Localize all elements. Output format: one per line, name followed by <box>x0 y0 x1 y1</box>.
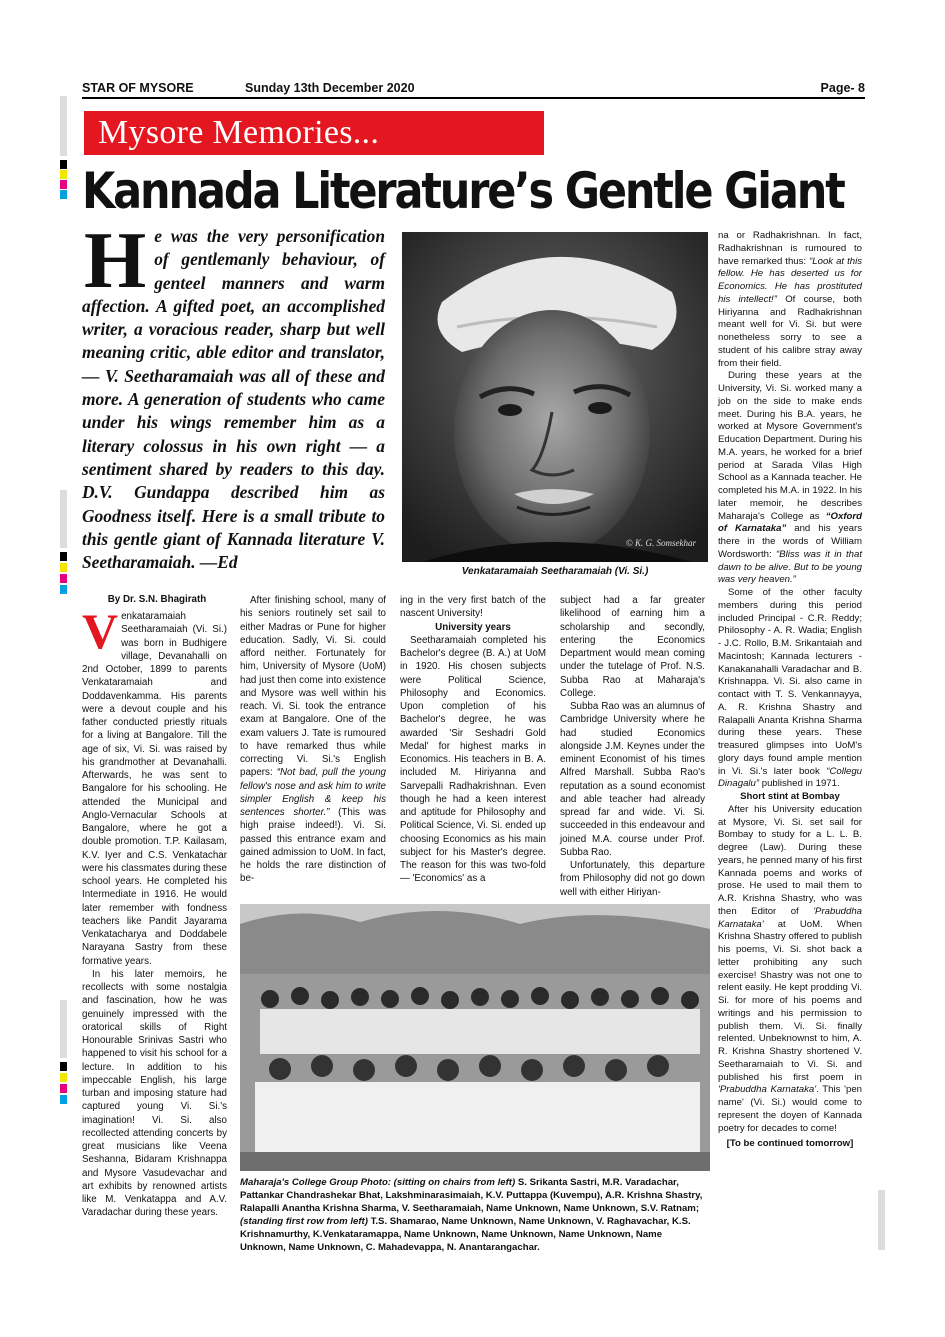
article-column-2 <box>240 594 386 886</box>
portrait-caption: Venkataramaiah Seetharamaiah (Vi. Si.) <box>461 566 649 577</box>
registration-mark <box>60 585 67 594</box>
col5-text-4a: After his University education at Mysore, Vi. Si. set sail for Bombay to study for a L. L. B. degree (Law). During these years, he penned many of his first Kannada poems and works of prose. He used to mail them to A.R. Krishna Shastry, who was then Editor of <box>718 803 862 917</box>
registration-mark <box>60 160 67 169</box>
group-photo-caption <box>240 1176 710 1254</box>
col5-text-2a: During these years at the University, Vi. Si. worked many a job on the side to make ends meet. During his B.A. years, he worked at Mysore Government's Education Department. During his M.A. years, he worked for a brief period at Sarada Vilas High School as a Kannada teacher. He completed his M.A. in 1922. In his later memoir, he describes Maharaja's College as <box>718 370 862 522</box>
caption-mid: (standing first row from left) <box>240 1216 371 1227</box>
col4-para-1: subject had a far greater likelihood of earning him a scholarship and secondly, entering the Economics Department would mean coming under the tutelage of Prof. N.S. Subba Rao at Maharaja's College. <box>560 595 705 699</box>
col5-para-4 <box>718 804 862 1136</box>
margin-bar-mid <box>60 490 67 548</box>
col5-quote-1: “Look at this fellow. He has deserted us for Economics. He has prostituted his intellect!” <box>718 255 862 305</box>
col2-para-1 <box>240 594 386 886</box>
col2-quote: “Not bad, pull the young fellow's nose and ask him to write simpler English & keep his sentences shorter.” <box>240 767 386 818</box>
col5-magazine-2: 'Prabuddha Karnataka' <box>718 1084 817 1096</box>
article-column-5 <box>718 230 862 1151</box>
col5-text-1a: na or Radhakrishnan. In fact, Radhakrishnan is rumoured to have remarked thus: <box>718 230 862 267</box>
registration-mark <box>60 180 67 189</box>
publication-name: STAR OF MYSORE <box>82 81 194 95</box>
col3-para-1: ing in the very first batch of the nascent University! <box>400 595 546 620</box>
subhead-bombay: Short stint at Bombay <box>740 791 840 802</box>
col1-para-1-text: enkataramaiah Seetharamaiah (Vi. Si.) was born in Budhigere village, Devanahalli on 2nd October, 1899 to parents Venkataramaiah and Doddavenkamma. His parents were a devout couple and his father conducted priestly rituals for a living at Bangalore. Till the age of six, Vi. Si. was raised by his grandmother at Devanahalli. Afterwards, he was sent to Bangalore for his schooling. He attended the Municipal and Anglo-Vernacular Schools at Bangalore, where he got a double promotion. T.P. Kailasam, K.V. Iyer and C.S. Venkatachar were his classmates during these school years. He completed his Intermediate in 1916. He would later remember with fondness teachers like Pandit Jayarama Venkatacharya and Doddabele Narayana Sastry from these formative years. <box>82 611 227 967</box>
col5-para-1 <box>718 230 862 370</box>
col2-text-b: (This was high praise indeed!). Vi. Si. passed this entrance exam and gained admission to UoM. In fact, he holds the rare distinction of be- <box>240 807 386 885</box>
article-column-3 <box>400 594 546 886</box>
col5-para-2 <box>718 370 862 587</box>
registration-mark <box>60 190 67 199</box>
col5-quote-oxford: “Oxford of Karnataka” <box>718 510 862 535</box>
margin-bar-right <box>878 1190 885 1250</box>
col5-para-3 <box>718 587 862 791</box>
col4-para-3: Unfortunately, this departure from Philosophy did not go down well with either Hiriyan- <box>560 860 705 898</box>
col5-text-4c: . This 'pen name' (Vi. Si.) would come to represent the doyen of Kannada poetry for decades to come! <box>718 1084 862 1134</box>
portrait-image <box>402 232 708 562</box>
col5-text-4b: at UoM. When Krishna Shastry offered to publish his poems, Vi. Si. shot back a letter prohibiting any such exercise! Shastry was not one to relent easily. He kept prodding Vi. Si. for more of his poems and writings and his permission to publish them. Vi. Si. finally relented. Unbeknownst to him, A. R. Krishna Shastry shortened V. Seetharamaiah to Vi. Si. and published his first poem in <box>718 918 862 1083</box>
margin-bar-low <box>60 1000 67 1058</box>
group-photo-image <box>240 904 710 1171</box>
section-banner: Mysore Memories... <box>84 111 544 155</box>
registration-mark <box>60 563 67 572</box>
col1-dropcap: V <box>82 603 119 659</box>
registration-mark <box>60 170 67 179</box>
intro-dropcap: H <box>84 217 147 305</box>
col5-text-2b: and his years there in the words of William Wordsworth: <box>718 523 862 560</box>
margin-bar-top <box>60 96 67 156</box>
col3-para-2: Seetharamaiah completed his Bachelor's degree (B. A.) at UoM in 1920. His chosen subjects were Political Science, Philosophy and Economics. Upon completion of his Bachelor's degree, he was awarded 'Sir Seshadri Gold Medal' for highest marks in Economics. His teachers in B. A. included M. Hiriyanna and Sarvepalli Radhakrishnan. Even though he had a keen interest and aptitude for Philosophy and Political Science, Vi. Si. ended up choosing Economics as his main subject for his Master's degree. The reason for this was two-fold — 'Economics' as a <box>400 634 546 885</box>
col1-para-2: In his later memoirs, he recollects with some nostalgia and fascination, how he was genuinely impressed with the oratorical skills of Right Honourable Srinivas Sastri who happened to visit his school for a lecture. In addition to his impeccable English, his large turban and imposing stature had captured young Vi. Si.'s imagination! Vi. Si. also recollected attending concerts by great musicians like Veena Seshanna, Bidaram Krishnappa and Mysore Vasudevachar and art exhibits by renowned artists like M. Venkatappa and A.V. Varadachar during these years. <box>82 968 227 1219</box>
col5-book-title: “Collegu Dinagalu” <box>718 765 862 790</box>
photo-credit: © K. G. Somsekhar <box>625 538 696 548</box>
page-number: Page- 8 <box>820 81 865 95</box>
col5-text-1b: Of course, both Hiriyanna and Radhakrishnan meant well for Vi. Si. but were nonetheless sorry to see a student of his calibre stray away from their field. <box>718 293 862 369</box>
col5-text-3b: published in 1971. <box>759 778 840 790</box>
caption-names-standing: T.S. Shamarao, Name Unknown, Name Unknown, V. Raghavachar, K.S. Krishnamurthy, K.Venkataramappa, Name Unknown, Name Unknown, Name Unknown, Name Unknown, Name Unknown, C. Mahadevappa, N. Anantarangachar. <box>240 1216 691 1253</box>
intro-standfirst <box>82 217 385 595</box>
intro-text: e was the very personification of gentlemanly behaviour, of genteel manners and warm affection. A gifted poet, an accomplished writer, a voracious reader, sharp but well meaning critic, able editor and translator, — V. Seetharamaiah was all of these and more. A generation of students who came under his wings remember him as a literary colossus in his own right — a sentiment shared by readers to this day. D.V. Gundappa described him as Goodness itself. Here is a small tribute to this gentle giant of Kannada literature V. Seetharamaiah. —Ed <box>82 226 385 573</box>
group-photo <box>240 904 710 1171</box>
page-header <box>82 80 865 97</box>
registration-mark <box>60 574 67 583</box>
continued-note: [To be continued tomorrow] <box>726 1138 854 1150</box>
registration-mark <box>60 1062 67 1071</box>
article-column-4 <box>560 594 705 899</box>
caption-lead: Maharaja's College Group Photo: (sitting on chairs from left) <box>240 1177 518 1188</box>
col5-text-3a: Some of the other faculty members during this period included Principal - C.R. Reddy; Philosophy - A. R. Wadia; English - J.C. Rollo, B.M. Srikantaiah and Macintosh; Kannada lecturers - Kanakanahalli Varadachar and B. Krishnappa. Vi. Si. also came in contact with T. S. Venkannayya, A. R. Krishna Shastry and Ralapalli Ananta Krishna Sharma during these years. These treasured glimpses into UoM's glory days found ample mention in Vi. Si.'s later book <box>718 587 862 777</box>
col4-para-2: Subba Rao was an alumnus of Cambridge University where he had studied Economics alongside J.M. Keynes under the eminent Economist of his times Alfred Marshall. Subba Rao's reputation as a sound economist and able teacher had already spread far and wide. Vi. Si. succeeded in this endeavour and joined M.A. course under Prof. Subba Rao. <box>560 701 705 858</box>
headline: Kannada Literature’s Gentle Giant <box>82 162 844 220</box>
issue-date: Sunday 13th December 2020 <box>245 81 415 95</box>
article-column-1 <box>82 603 227 1220</box>
col1-para-1 <box>82 603 227 968</box>
subhead-university-years: University years <box>435 621 511 633</box>
col5-magazine-1: 'Prabuddha Karnataka' <box>718 905 862 930</box>
col2-text-a: After finishing school, many of his seniors routinely set sail to either Madras or Pune for higher education. Sadly, Vi. Si. could afford neither. Fortunately for him, University of Mysore (UoM) had just then come into existence and Mysore was well within his reach. Vi. Si. took the entrance exam at Bangalore. One of the exam valuers J. Tate is rumoured to have remarked thus while correcting Vi. Si.'s English papers: <box>240 595 386 779</box>
byline: By Dr. S.N. Bhagirath <box>107 594 207 605</box>
col5-quote-wordsworth: “Bliss was it in that dawn to be alive. But to be young was very heaven.” <box>718 548 862 586</box>
registration-mark <box>60 1084 67 1093</box>
registration-mark <box>60 552 67 561</box>
caption-names-seated: S. Srikanta Sastri, M.R. Varadachar, Pattankar Chandrashekar Bhat, Lakshminarasimaiah, K.V. Puttappa (Kuvempu), A.R. Krishna Shastry, Ralapalli Anantha Krishna Sharma, V. Seetharamaiah, Name Unknown, Name Unknown, S.V. Ratnam; <box>240 1177 703 1214</box>
portrait-photo <box>402 232 708 562</box>
registration-mark <box>60 1073 67 1082</box>
registration-mark <box>60 1095 67 1104</box>
header-rule <box>82 97 865 99</box>
